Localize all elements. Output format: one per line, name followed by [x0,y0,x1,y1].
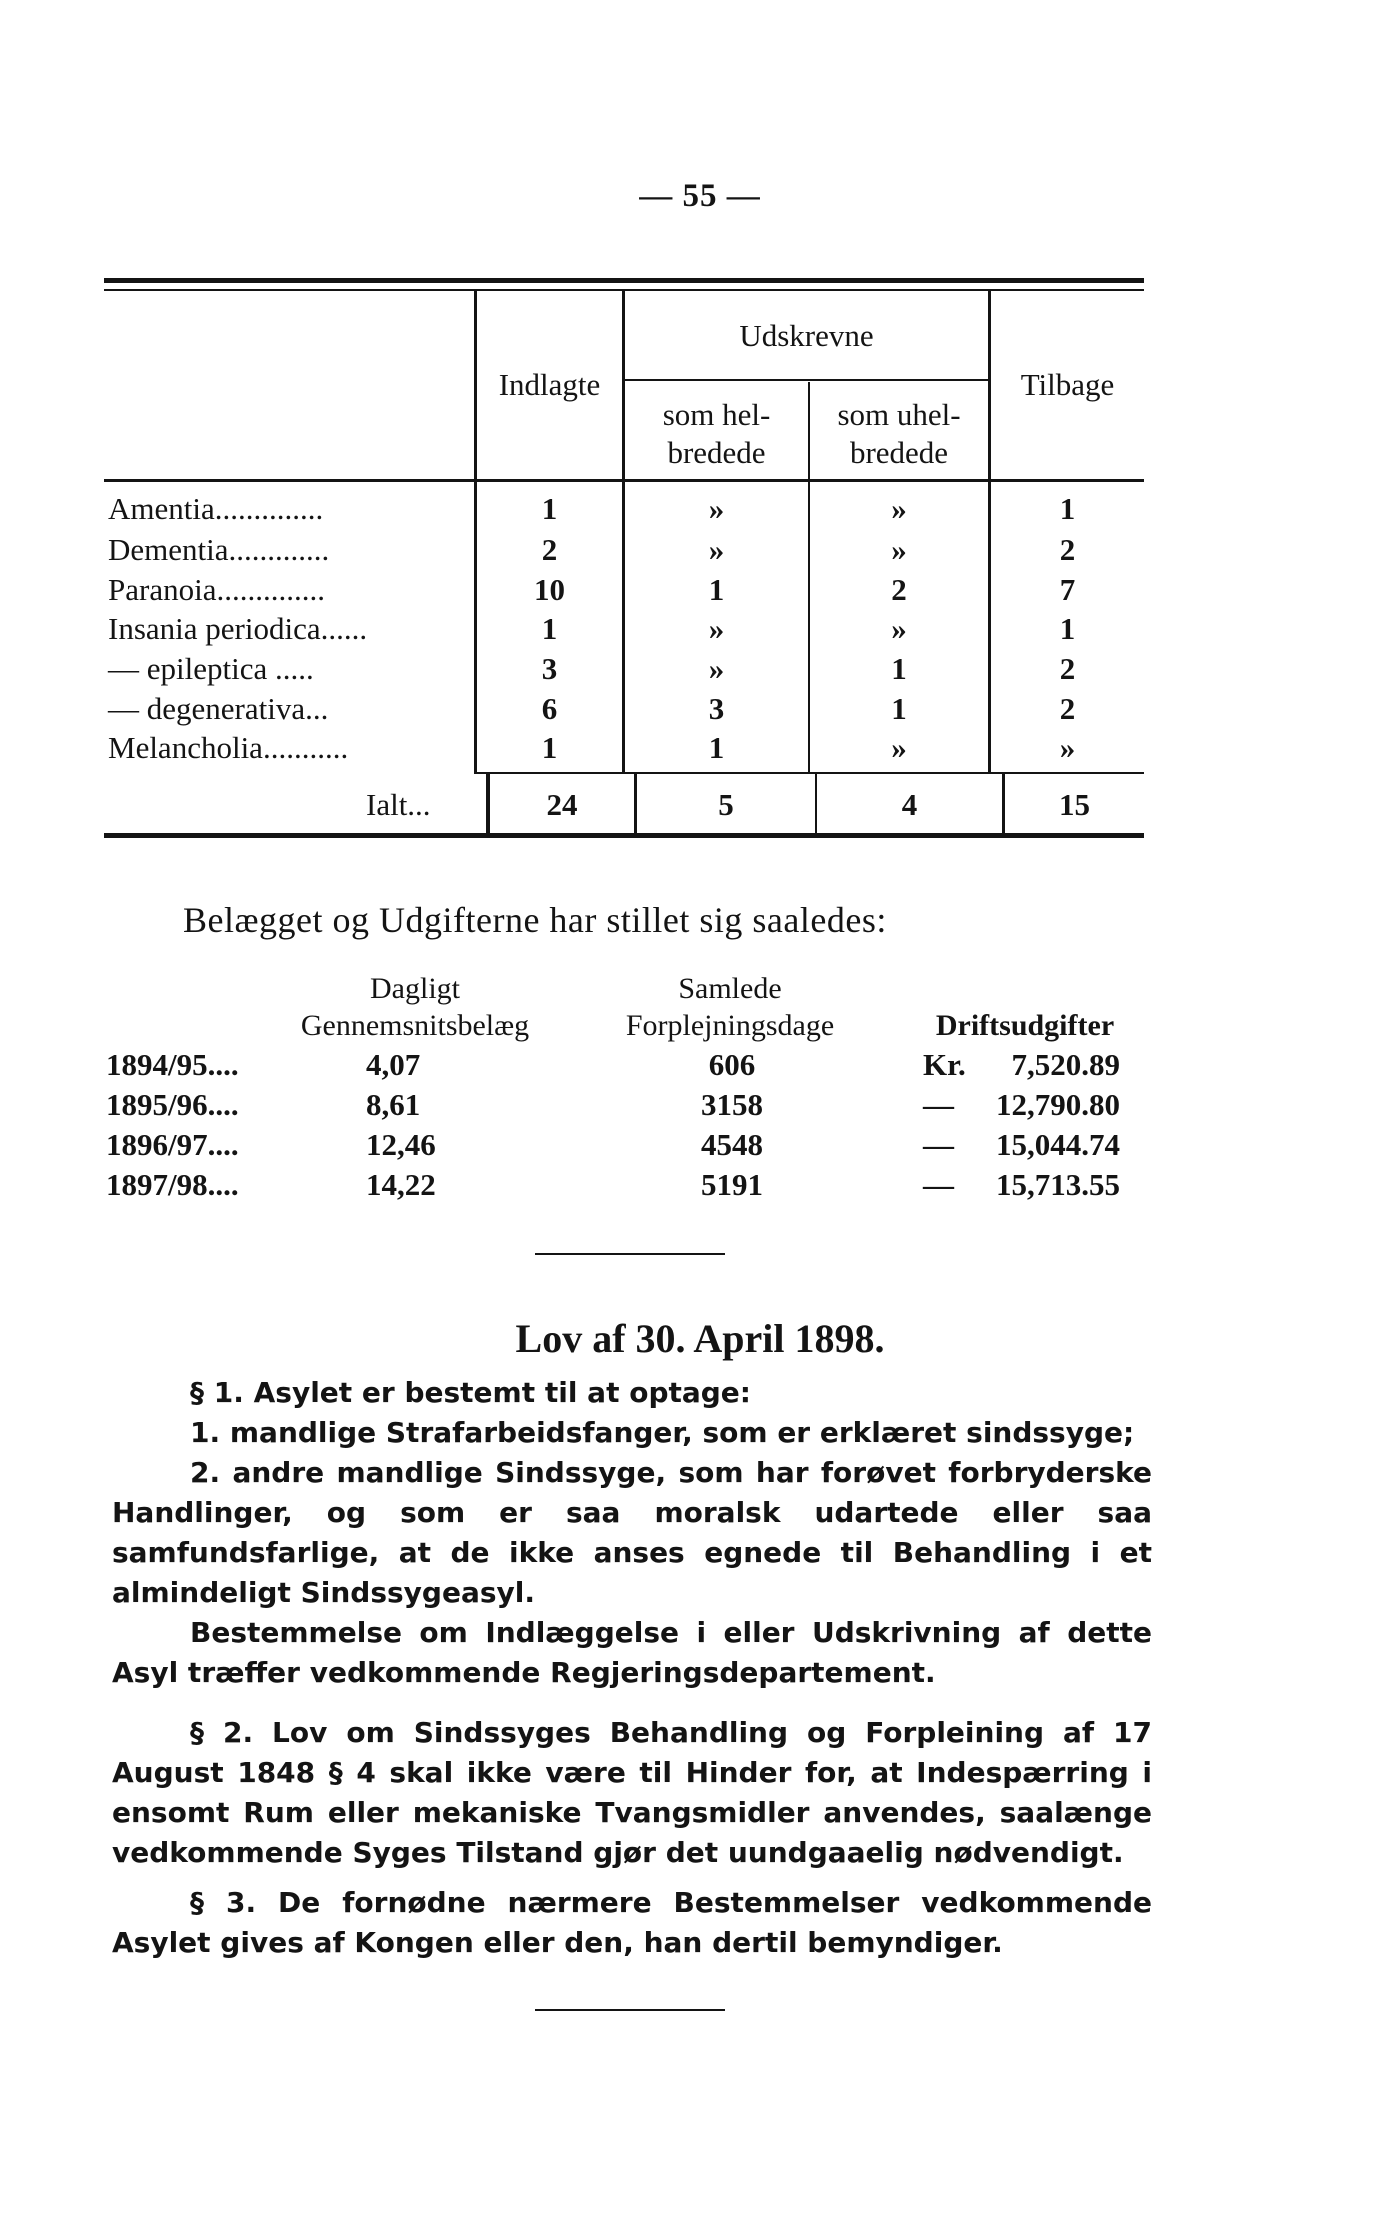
row-label: — epileptica ..... [108,651,314,686]
cell-helbredede: » [708,651,725,686]
row-label: Insania periodica...... [108,611,368,646]
header-dagligt-line1: Dagligt [370,972,460,1005]
year: 1894/95.... [106,1047,239,1082]
header-helbredede-line1: som hel- [662,397,771,432]
cell-indlagte: 6 [541,691,558,726]
year: 1897/98.... [106,1167,239,1202]
cell-uhelbredede: 1 [891,691,907,726]
cell-helbredede: 3 [708,691,725,726]
header-indlagte: Indlagte [498,367,601,402]
days: 606 [708,1047,756,1082]
paragraph-1-item-1: 1. mandlige Strafarbeidsfanger, som er erklæret sindssyge; [190,1416,1135,1449]
paragraph-3: § 3. De fornødne nærmere Bestemmelser vedkommende Asylet gives af Kongen eller den, han dertil bemyndiger. [112,1886,1152,1959]
table-bottom-rule [104,833,1144,838]
cell-helbredede: » [708,611,725,646]
year: 1895/96.... [106,1087,239,1122]
page-number: — 55 — [639,178,761,214]
row-label: — degenerativa... [108,691,329,726]
cell-uhelbredede: » [891,730,907,765]
avg: 12,46 [366,1127,436,1162]
cell-uhelbredede: » [891,532,907,567]
header-samlede-line1: Samlede [678,972,782,1005]
cell-helbredede: 1 [708,730,725,765]
total-top-rule [474,772,1144,774]
days: 3158 [701,1087,763,1122]
avg: 4,07 [366,1047,421,1082]
cell-tilbage: 2 [1059,651,1076,686]
cell-uhelbredede: 2 [891,572,907,607]
row-label: Dementia............. [108,532,330,567]
cell-indlagte: 3 [541,651,558,686]
header-driftsudgifter: Driftsudgifter [935,1009,1115,1042]
cell-uhelbredede: 1 [891,651,907,686]
belaeg-title: Belægget og Udgifterne har stillet sig saaledes: [183,900,887,940]
paragraph-1-tail: Bestemmelse om Indlæggelse i eller Udskrivning af dette Asyl træffer vedkommende Regjeringsdepartement. [112,1616,1152,1689]
header-samlede [600,970,860,1044]
cell-indlagte: 1 [541,730,558,765]
cost-prefix: — [923,1167,954,1202]
paragraph-1-head: § 1. Asylet er bestemt til at optage: [190,1376,751,1409]
cell-indlagte: 2 [541,532,558,567]
cell-tilbage: » [1059,730,1076,765]
total-helbredede: 5 [718,787,734,822]
cost: 12,790.80 [996,1087,1120,1122]
total-label: Ialt... [366,787,431,822]
header-helbredede-line2: bredede [667,435,766,470]
law-title: Lov af 30. April 1898. [515,1316,885,1361]
cell-tilbage: 1 [1059,491,1076,526]
header-tilbage: Tilbage [1020,367,1115,402]
days: 4548 [701,1127,763,1162]
cell-tilbage: 7 [1059,572,1076,607]
row-label: Paranoia.............. [108,572,325,607]
cell-helbredede: 1 [708,572,725,607]
header-samlede-line2: Forplejningsdage [625,1009,835,1042]
cell-tilbage: 2 [1059,532,1076,567]
header-uhelbredede-line2: bredede [849,435,949,470]
cost-prefix: — [923,1127,954,1162]
cell-indlagte: 1 [541,611,558,646]
udskrevne-underline [624,379,988,381]
total-indlagte: 24 [546,787,578,822]
cost-prefix: — [923,1087,954,1122]
cell-tilbage: 2 [1059,691,1076,726]
section-divider [535,1253,725,1255]
header-uhelbredede-line1: som uhel- [837,397,961,432]
cell-uhelbredede: » [891,491,907,526]
row-label: Amentia.............. [108,491,324,526]
cost: 7,520.89 [1011,1047,1120,1082]
avg: 14,22 [366,1167,436,1202]
header-helbredede [625,396,808,472]
cell-indlagte: 10 [534,572,565,607]
cost: 15,713.55 [996,1167,1120,1202]
cost: 15,044.74 [996,1127,1120,1162]
cell-helbredede: » [708,491,725,526]
header-dagligt [265,970,565,1044]
paragraph-1-item-2: 2. andre mandlige Sindssyge, som har forøvet forbryderske Handlinger, og som er saa moralsk udartede eller saa samfundsfarlige, at de ikke anses egnede til Behandling i et almindeligt Sindssygeasyl. [112,1456,1152,1609]
avg: 8,61 [366,1087,421,1122]
header-dagligt-line2: Gennemsnitsbelæg [300,1009,530,1042]
cell-tilbage: 1 [1059,611,1076,646]
end-divider [535,2009,725,2011]
header-uhelbredede [810,396,988,472]
paragraph-2: § 2. Lov om Sindssyges Behandling og Forpleining af 17 August 1848 § 4 skal ikke være til Hinder for, at Indespærring i ensomt Rum eller mekaniske Tvangsmidler anvendes, saalænge vedkommende Syges Tilstand gjør det uundgaaelig nødvendigt. [112,1716,1152,1869]
year: 1896/97.... [106,1127,239,1162]
row-label: Melancholia........... [108,730,349,765]
days: 5191 [701,1167,763,1202]
cell-indlagte: 1 [541,491,558,526]
cell-uhelbredede: » [891,611,907,646]
total-uhelbredede: 4 [901,787,918,822]
header-udskrevne: Udskrevne [739,318,874,353]
total-tilbage: 15 [1059,787,1090,822]
table-top-rule [104,278,1144,283]
cell-helbredede: » [708,532,725,567]
cost-prefix: Kr. [923,1047,966,1082]
